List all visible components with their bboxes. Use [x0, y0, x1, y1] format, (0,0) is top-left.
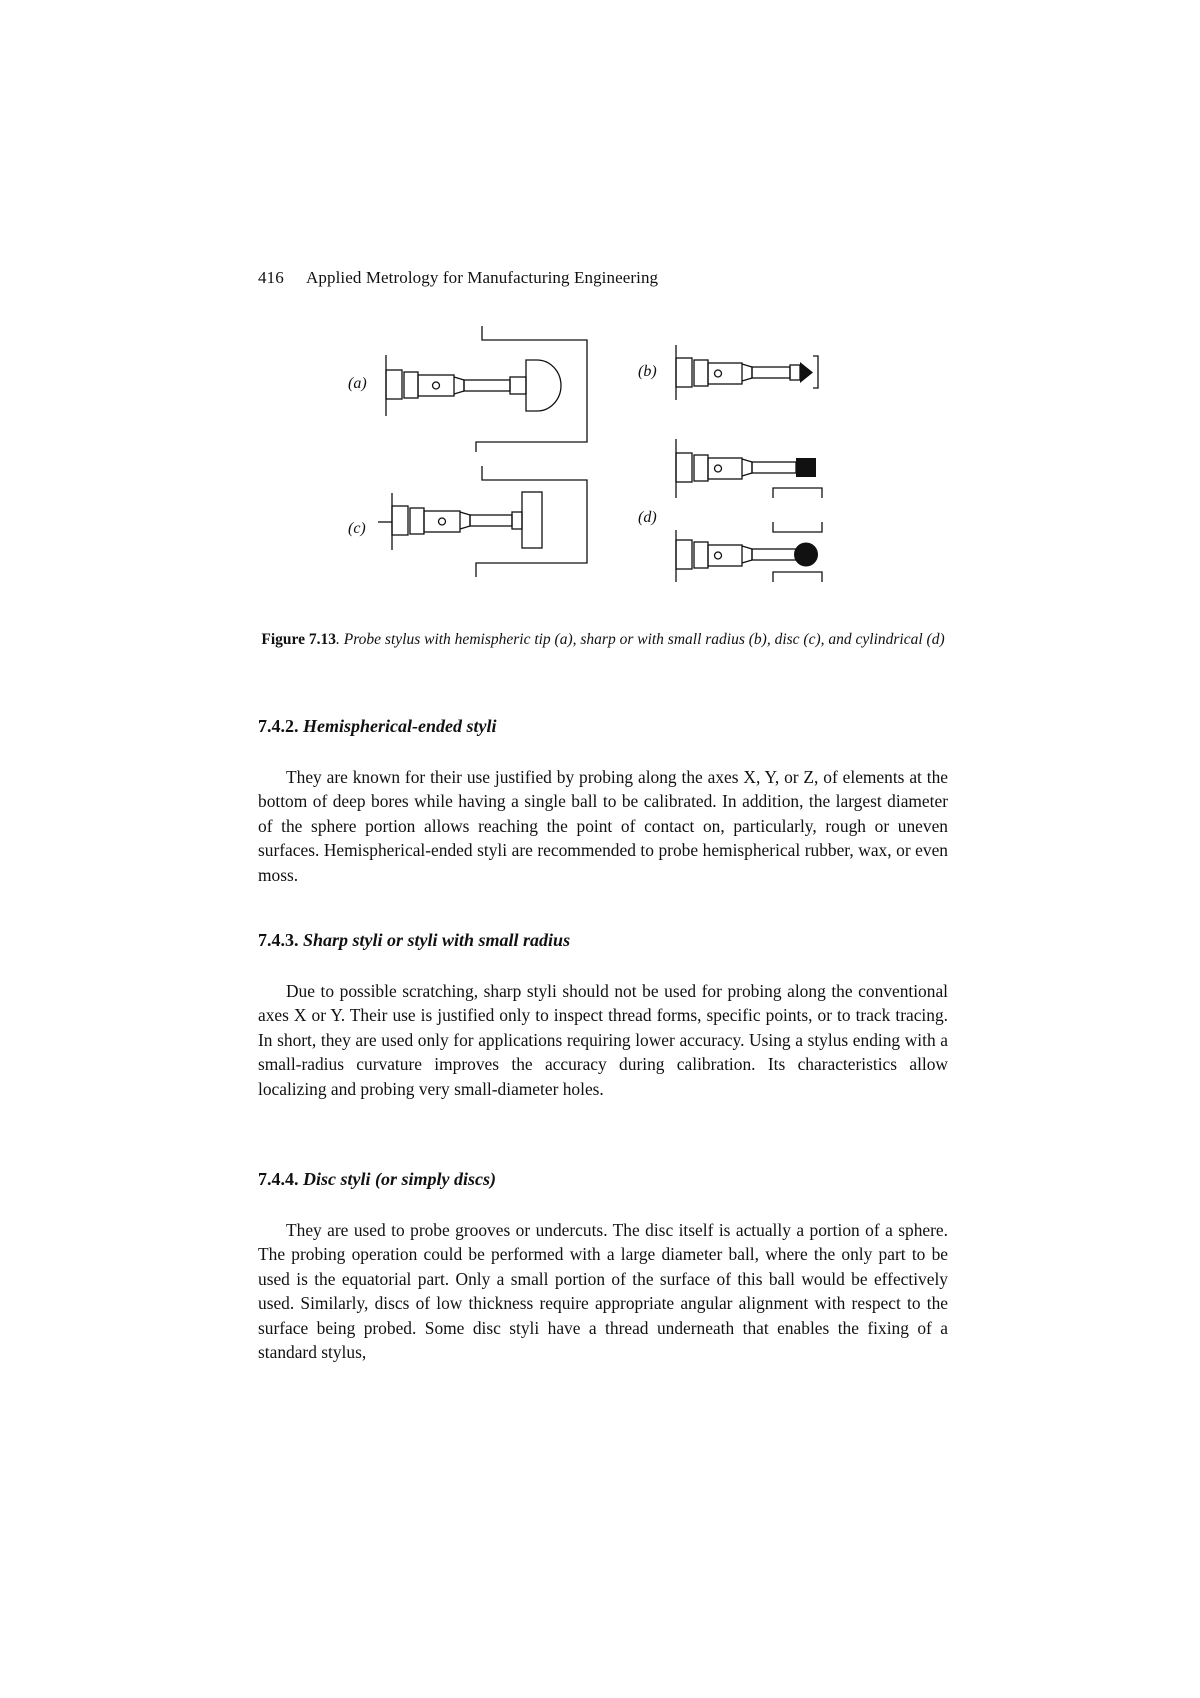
page-number: 416 [258, 268, 284, 287]
label-d: (d) [638, 509, 657, 526]
stylus-c-illustration [378, 466, 587, 577]
section-number: 7.4.3. [258, 930, 299, 950]
section-heading [258, 930, 570, 951]
section-number: 7.4.2. [258, 716, 299, 736]
figure-7-13 [340, 320, 860, 610]
label-a: (a) [348, 375, 367, 392]
stylus-diagram [340, 320, 860, 610]
running-title: Applied Metrology for Manufacturing Engineering [306, 268, 659, 287]
section-title: Disc styli (or simply discs) [303, 1169, 496, 1189]
section-paragraph: They are known for their use justified by probing along the axes X, Y, or Z, of elements at the bottom of deep bores while having a single ball to be calibrated. In addition, the largest diameter of the sphere portion allows reaching the point of contact on, particularly, rough or uneven surfaces. Hemispherical-ended styli are recommended to probe hemispherical rubber, wax, or even moss. [258, 767, 948, 885]
section-paragraph: They are used to probe grooves or undercuts. The disc itself is actually a portion of a sphere. The probing operation could be performed with a large diameter ball, where the only part to be used is the equatorial part. Only a small portion of the surface of this ball would be effectively used. Similarly, discs of low thickness require appropriate angular alignment with respect to the surface being probed. Some disc styli have a thread underneath that enables the fixing of a standard stylus, [258, 1220, 948, 1363]
label-c: (c) [348, 520, 366, 537]
running-header [258, 268, 658, 288]
section-heading [258, 1169, 496, 1190]
stylus-b-illustration [676, 345, 818, 400]
stylus-a-illustration [386, 326, 587, 452]
section-heading [258, 716, 496, 737]
caption-text: . Probe stylus with hemispheric tip (a), sharp or with small radius (b), disc (c), and cylindrical (d) [336, 631, 945, 648]
section-title: Hemispherical-ended styli [303, 716, 497, 736]
label-b: (b) [638, 363, 657, 380]
section-paragraph: Due to possible scratching, sharp styli should not be used for probing along the conventional axes X or Y. Their use is justified only to inspect thread forms, specific points, or to track tracing. In short, they are used only for applications requiring lower accuracy. Using a stylus ending with a small-radius curvature improves the accuracy during calibration. Its characteristics allow localizing and probing very small-diameter holes. [258, 981, 948, 1099]
figure-caption [258, 630, 948, 650]
caption-label: Figure 7.13 [261, 631, 336, 648]
section-title: Sharp styli or styli with small radius [303, 930, 571, 950]
section-number: 7.4.4. [258, 1169, 299, 1189]
